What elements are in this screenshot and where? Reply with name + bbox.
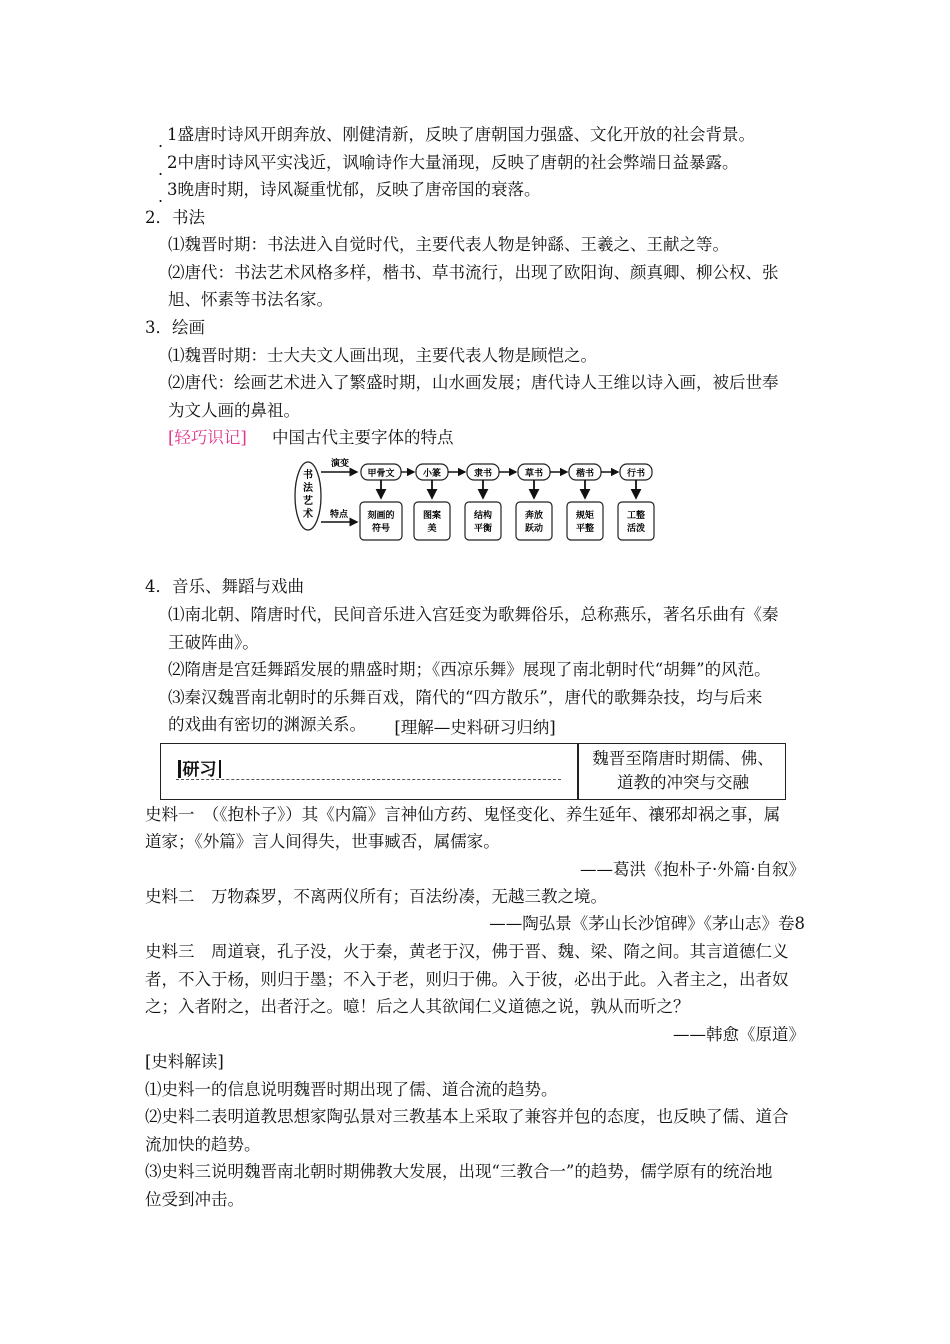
material-2: 史料二 万物森罗，不离两仪所有；百法纷凑，无越三教之境。 (145, 887, 607, 906)
script-evolution-diagram (293, 456, 673, 544)
root-char: 书 (303, 470, 313, 481)
feature-text: 结构 (473, 511, 493, 521)
script-name: 隶书 (473, 469, 493, 479)
interpretation-heading: [史料解读] (145, 1052, 224, 1071)
painting-p2-line1: ⑵唐代：绘画艺术进入了繁盛时期，山水画发展；唐代诗人王维以诗入画，被后世奉 (168, 373, 779, 392)
painting-p1: ⑴魏晋时期：士大夫文人画出现，主要代表人物是顾恺之。 (168, 346, 597, 365)
music-heading: 4．音乐、舞蹈与戏曲 (145, 577, 304, 596)
material-3-line2: 者，不入于杨，则归于墨；不入于老，则归于佛。入于彼，必出于此。入者主之，出者奴 (145, 970, 789, 989)
emphasis-dot-mark: . (158, 160, 164, 179)
feature-text: 活泼 (626, 524, 646, 534)
study-box-divider (577, 743, 579, 800)
music-p3-line2: 的戏曲有密切的渊源关系。 (168, 715, 366, 734)
script-name: 草书 (524, 469, 544, 479)
study-dashed-line (176, 779, 561, 780)
feature-box (516, 502, 552, 540)
interpretation-p3-line2: 位受到冲击。 (145, 1190, 244, 1209)
material-2-source: ——陶弘景《茅山长沙馆碑》《茅山志》卷8 (489, 914, 805, 933)
feature-text: 平整 (575, 524, 595, 534)
emphasis-dot-mark: . (158, 132, 164, 151)
section-title: [理解—史料研习归纳] (394, 718, 556, 737)
interpretation-p2-line1: ⑵史料二表明道教思想家陶弘景对三教基本上采取了兼容并包的态度，也反映了儒、道合 (145, 1107, 789, 1126)
feature-text: 工整 (626, 511, 646, 521)
study-topic-line2: 道教的冲突与交融 (617, 773, 749, 792)
root-char: 艺 (303, 496, 313, 507)
poetry-point-3: 3晚唐时期，诗风凝重忧郁，反映了唐帝国的衰落。 (167, 180, 541, 199)
script-name: 行书 (626, 469, 646, 479)
interpretation-p3-line1: ⑶史料三说明魏晋南北朝时期佛教大发展，出现“三教合一”的趋势，儒学原有的统治地 (145, 1162, 773, 1181)
feature-box (618, 502, 654, 540)
music-p1-line2: 王破阵曲》。 (168, 633, 259, 652)
study-label-text: 研习 (182, 760, 217, 780)
feature-text: 平衡 (473, 524, 493, 534)
feature-box (360, 502, 402, 540)
feature-text: 规矩 (575, 511, 595, 521)
interpretation-p1: ⑴史料一的信息说明魏晋时期出现了儒、道合流的趋势。 (145, 1080, 558, 1099)
painting-heading: 3．绘画 (145, 318, 205, 337)
script-name: 楷书 (575, 469, 595, 479)
feature-text: 美 (427, 524, 437, 534)
calligraphy-p1: ⑴魏晋时期：书法进入自觉时代，主要代表人物是钟繇、王羲之、王献之等。 (168, 235, 729, 254)
painting-p2-line2: 为文人画的鼻祖。 (168, 401, 300, 420)
material-1-line1: 史料一 （《抱朴子》）其《内篇》言神仙方药、鬼怪变化、养生延年、禳邪却祸之事，属 (145, 805, 781, 824)
feature-box (567, 502, 603, 540)
material-3-line1: 史料三 周道衰，孔子没，火于秦，黄老于汉，佛于晋、魏、梁、隋之间。其言道德仁义 (145, 942, 789, 961)
feature-box (465, 502, 501, 540)
feature-label: 特点 (330, 510, 349, 520)
evolution-label: 演变 (331, 459, 350, 469)
material-3-source: ——韩愈《原道》 (673, 1025, 805, 1044)
interpretation-p2-line2: 流加快的趋势。 (145, 1135, 261, 1154)
feature-text: 刻画的 (367, 511, 395, 521)
music-p3-line1: ⑶秦汉魏晋南北朝时的乐舞百戏，隋代的“四方散乐”，唐代的歌舞杂技，均与后来 (168, 688, 763, 707)
root-char: 法 (303, 483, 313, 494)
material-1-source: ——葛洪《抱朴子·外篇·自叙》 (580, 860, 805, 879)
memory-tip-title: 中国古代主要字体的特点 (272, 428, 454, 447)
calligraphy-p2-line2: 旭、怀素等书法名家。 (168, 290, 333, 309)
feature-box (414, 502, 450, 540)
poetry-point-2: 2中唐时诗风平实浅近，讽喻诗作大量涌现，反映了唐朝的社会弊端日益暴露。 (167, 153, 739, 172)
feature-text: 奔放 (524, 511, 544, 521)
music-p2: ⑵隋唐是宫廷舞蹈发展的鼎盛时期；《西凉乐舞》展现了南北朝时代“胡舞”的风范。 (168, 660, 771, 679)
calligraphy-p2-line1: ⑵唐代：书法艺术风格多样，楷书、草书流行，出现了欧阳询、颜真卿、柳公权、张 (168, 263, 779, 282)
feature-text: 图案 (422, 511, 442, 521)
emphasis-dot-mark: . (158, 187, 164, 206)
feature-text: 跃动 (524, 524, 544, 534)
music-p1-line1: ⑴南北朝、隋唐时代，民间音乐进入宫廷变为歌舞俗乐，总称燕乐，著名乐曲有《秦 (168, 605, 779, 624)
feature-text: 符号 (371, 524, 391, 534)
poetry-point-1: 1盛唐时诗风开朗奔放、刚健清新，反映了唐朝国力强盛、文化开放的社会背景。 (167, 125, 755, 144)
memory-tip-tag: [轻巧识记] (168, 428, 247, 447)
script-name: 甲骨文 (367, 469, 395, 479)
material-3-line3: 之；入者附之，出者汙之。噫！后之人其欲闻仁义道德之说，孰从而听之？ (145, 997, 690, 1016)
material-1-line2: 道家；《外篇》言人间得失，世事臧否，属儒家。 (145, 832, 500, 851)
study-topic-line1: 魏晋至隋唐时期儒、佛、 (592, 749, 774, 768)
calligraphy-heading: 2．书法 (145, 208, 205, 227)
study-label (176, 755, 223, 780)
script-name: 小篆 (422, 469, 442, 479)
root-char: 术 (303, 509, 313, 520)
